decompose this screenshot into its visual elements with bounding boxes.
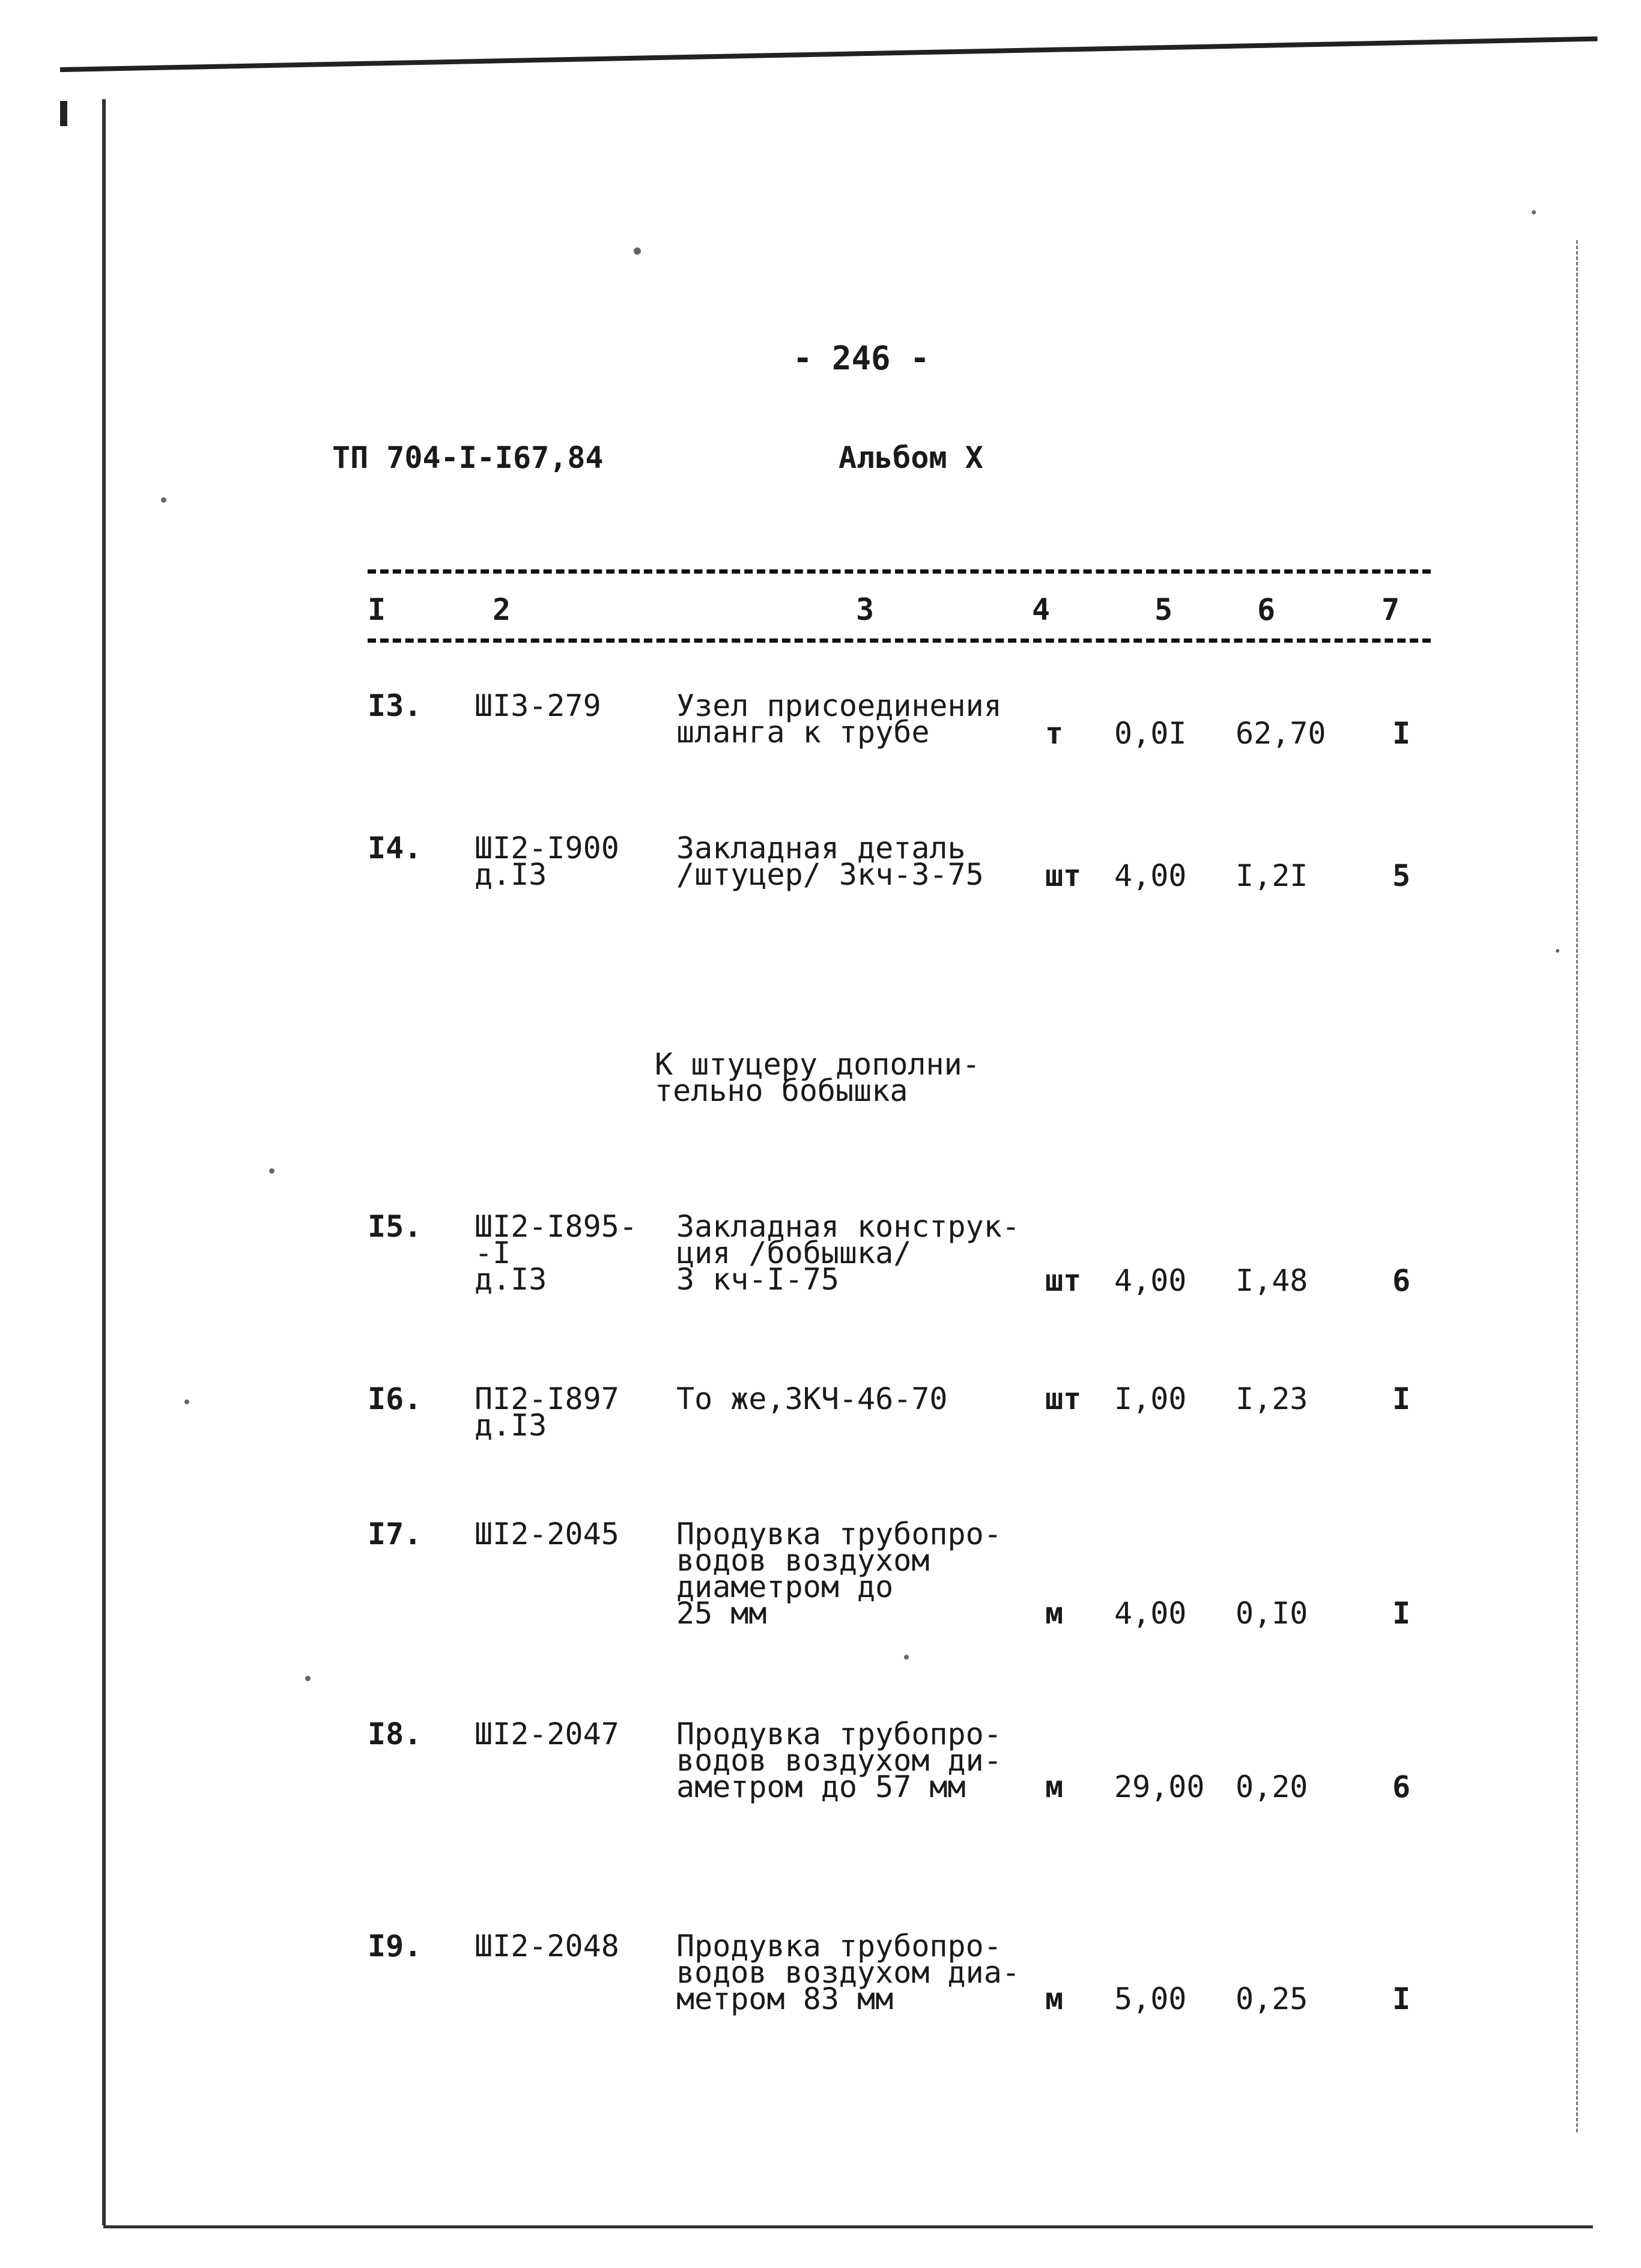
row-quantity: 5,00 [1114,1981,1187,2016]
row-code: ШI2-2045 [475,1517,619,1551]
scan-speck [1556,949,1559,953]
row-number: I7. [368,1517,422,1551]
row-col7: I [1392,716,1411,751]
column-header-6: 6 [1257,592,1276,627]
scan-speck [184,1399,189,1404]
row-col7: 6 [1392,1263,1411,1298]
row-description: Закладная конструк- ция /бобышка/ З кч-I-75 [676,1209,1020,1297]
row-unit: шт [1045,1381,1082,1416]
row-quantity: 0,0I [1114,716,1187,751]
table-header-bottom-rule [368,638,1431,643]
column-header-5: 5 [1154,592,1173,627]
scan-speck [1532,210,1536,214]
column-header-7: 7 [1382,592,1400,627]
row-code: ШI2-2048 [475,1929,619,1963]
row-code: ШI2-I900 д.I3 [475,831,619,892]
row-code: ШI3-279 [475,688,601,723]
row-price: I,2I [1236,858,1308,893]
row-col7: 5 [1392,858,1411,893]
album-label: Альбом X [839,440,983,475]
table-row [0,1209,1641,1298]
page-edge-left [102,99,106,2225]
row-quantity: 29,00 [1114,1769,1205,1804]
row-code: ПI2-I897 д.I3 [475,1381,619,1443]
row-description: Продувка трубопро- водов воздухом диа- метром 83 мм [676,1929,1020,2016]
row-quantity: 4,00 [1114,858,1187,893]
page-edge-right [1576,240,1580,2132]
row-number: I5. [368,1209,422,1244]
row-number: I6. [368,1381,422,1416]
row-unit: шт [1045,858,1082,893]
row-quantity: I,00 [1114,1381,1187,1416]
row-col7: 6 [1392,1769,1411,1804]
row-col7: I [1392,1381,1411,1416]
document-code: ТП 704-I-I67,84 [332,440,604,475]
row-code: ШI2-I895- -I д.I3 [475,1209,637,1297]
row-col7: I [1392,1596,1411,1631]
row-number: I8. [368,1717,422,1751]
column-header-1: I [368,592,386,627]
page-edge-top [60,37,1598,72]
row-price: I,23 [1236,1381,1308,1416]
row-description: Продувка трубопро- водов воздухом ди- аметром до 57 мм [676,1717,1002,1804]
scan-speck [269,1168,275,1174]
row-description: Продувка трубопро- водов воздухом диаметром до 25 мм [676,1517,1002,1631]
page-edge-corner [60,101,67,126]
row-description: То же,ЗКЧ-46-70 [676,1381,948,1416]
row-description: Узел присоединения шланга к трубе [676,688,1002,750]
scan-speck [904,1655,909,1660]
page-number: - 246 - [793,339,930,377]
row-number: I4. [368,831,422,866]
column-header-4: 4 [1032,592,1051,627]
row-unit: т [1045,716,1064,751]
scan-speck [161,497,166,503]
row-description: Закладная деталь /штуцер/ Зкч-3-75 [676,831,984,892]
row-quantity: 4,00 [1114,1596,1187,1631]
row-unit: шт [1045,1263,1082,1298]
row-price: I,48 [1236,1263,1308,1298]
row-unit: м [1045,1596,1064,1631]
table-header-top-rule [368,569,1431,574]
row-price: 0,I0 [1236,1596,1308,1631]
row-number: I3. [368,688,422,723]
table-note: К штуцеру дополни- тельно бобышка [655,1047,980,1108]
row-price: 0,20 [1236,1769,1308,1804]
scan-speck [634,247,641,255]
row-price: 0,25 [1236,1981,1308,2016]
row-price: 62,70 [1236,716,1326,751]
row-unit: м [1045,1769,1064,1804]
scan-speck [305,1676,311,1681]
row-col7: I [1392,1981,1411,2016]
page-edge-bottom [103,2225,1593,2228]
row-code: ШI2-2047 [475,1717,619,1751]
row-quantity: 4,00 [1114,1263,1187,1298]
column-header-2: 2 [493,592,511,627]
column-header-3: 3 [856,592,875,627]
row-unit: м [1045,1981,1064,2016]
row-number: I9. [368,1929,422,1963]
